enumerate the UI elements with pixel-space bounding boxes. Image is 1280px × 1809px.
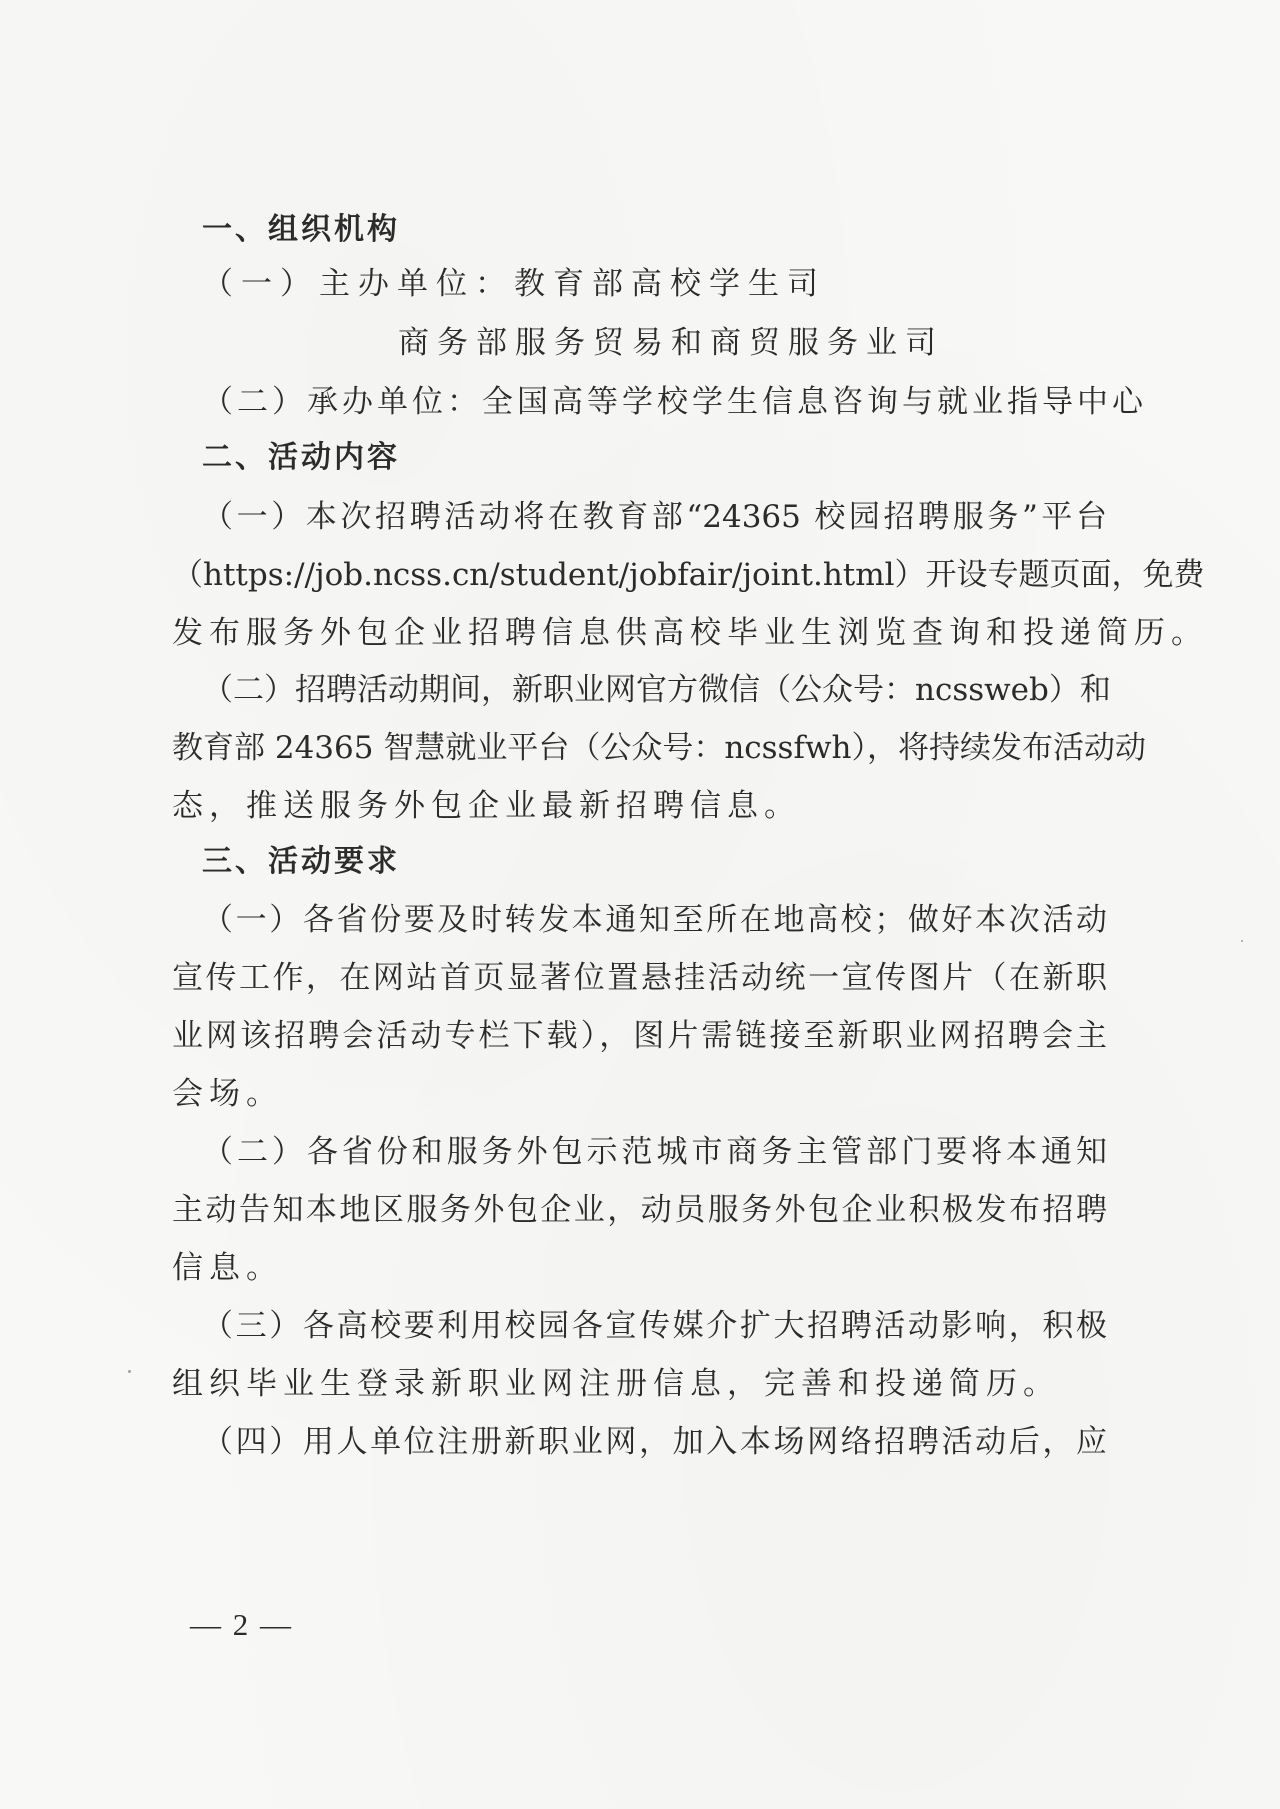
paragraph-line: 宣传工作，在网站首页显著位置悬挂活动统一宣传图片（在新职 <box>172 960 1107 996</box>
paragraph-line: （二）招聘活动期间，新职业网官方微信（公众号：ncssweb）和 <box>202 672 1111 708</box>
paragraph-line: （https://job.ncss.cn/student/jobfair/joint.html）开设专题页面，免费 <box>172 557 1205 593</box>
organizer-line: （一）主办单位：教育部高校学生司 <box>202 266 826 302</box>
paragraph-line: 教育部 24365 智慧就业平台（公众号：ncssfwh），将持续发布活动动 <box>172 730 1146 766</box>
scan-speck <box>128 1370 131 1373</box>
paragraph-line: （四）用人单位注册新职业网，加入本场网络招聘活动后，应 <box>202 1424 1107 1460</box>
section-heading-content: 二、活动内容 <box>202 440 400 475</box>
paragraph-line: 组织毕业生登录新职业网注册信息，完善和投递简历。 <box>172 1366 1060 1402</box>
section-heading-requirements: 三、活动要求 <box>202 844 400 879</box>
paragraph-line: 发布服务外包企业招聘信息供高校毕业生浏览查询和投递简历。 <box>172 615 1208 651</box>
paragraph-line: 态，推送服务外包企业最新招聘信息。 <box>172 788 801 824</box>
organizer-line-2: 商务部服务贸易和商贸服务业司 <box>398 325 944 361</box>
section-heading-organization: 一、组织机构 <box>202 212 400 247</box>
co-organizer-line: （二）承办单位：全国高等学校学生信息咨询与就业指导中心 <box>202 384 1147 420</box>
paragraph-line: （一）本次招聘活动将在教育部“24365 校园招聘服务”平台 <box>202 499 1107 535</box>
paragraph-line: （三）各高校要利用校园各宣传媒介扩大招聘活动影响，积极 <box>202 1308 1107 1344</box>
paragraph-line: 信息。 <box>172 1250 283 1286</box>
paragraph-line: 业网该招聘会活动专栏下载），图片需链接至新职业网招聘会主 <box>172 1018 1107 1054</box>
paragraph-line: （二）各省份和服务外包示范城市商务主管部门要将本通知 <box>202 1134 1107 1170</box>
paragraph-line: 会场。 <box>172 1076 283 1112</box>
scan-speck <box>1241 940 1243 942</box>
paragraph-line: 主动告知本地区服务外包企业，动员服务外包企业积极发布招聘 <box>172 1192 1107 1228</box>
page-number: — 2 — <box>190 1607 293 1642</box>
paragraph-line: （一）各省份要及时转发本通知至所在地高校；做好本次活动 <box>202 902 1107 938</box>
